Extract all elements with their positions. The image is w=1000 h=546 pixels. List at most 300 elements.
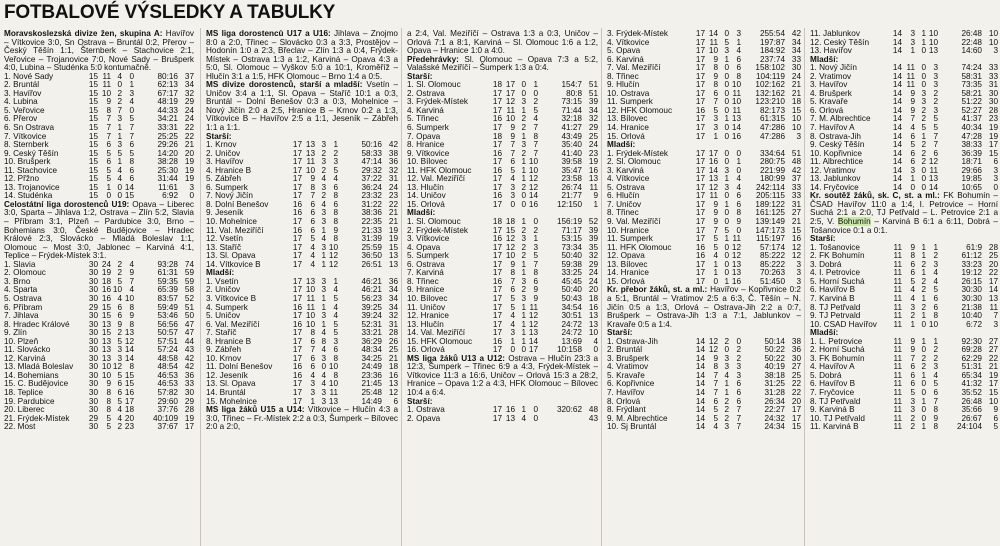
score-cell: 26:48 bbox=[961, 30, 982, 38]
wins-cell: 8 bbox=[510, 269, 515, 278]
match-results-text: Havířov – Kopřivnice 0:2 a 5:1, Bruntál – Vratimov 2:5 a 6:3, Č. Těšín – N. Jičín 0:5 a 1:3, Orlová – Ostrava-Jih 2:2 a 0:7, Brušperk – Ostrava-Jih 1:3 a 7:1, Jablunkov – Kravaře 0:5 a 1:4. bbox=[607, 285, 801, 329]
wins-cell: 11 bbox=[102, 72, 111, 81]
points-cell: 43 bbox=[588, 414, 598, 423]
draws-cell: 3 bbox=[321, 354, 326, 363]
wins-cell: 10 bbox=[101, 363, 111, 372]
score-cell: 24:34 bbox=[764, 423, 785, 432]
wins-cell: 11 bbox=[709, 192, 718, 201]
points-cell: 17 bbox=[988, 380, 998, 389]
points-cell: 24 bbox=[588, 277, 598, 286]
results-paragraph bbox=[206, 406, 398, 432]
wins-cell: 3 bbox=[713, 115, 718, 124]
points-cell: 36 bbox=[184, 371, 194, 380]
draws-cell: 1 bbox=[921, 132, 926, 141]
matches-cell: 11 bbox=[893, 312, 902, 321]
wins-cell: 4 bbox=[713, 423, 718, 432]
score-cell: 24:72 bbox=[561, 320, 582, 329]
losses-cell: 3 bbox=[933, 106, 938, 115]
score-cell: 25:25 bbox=[157, 132, 178, 141]
losses-cell: 6 bbox=[333, 183, 338, 192]
table-row bbox=[810, 269, 998, 278]
team-name: 9. Karviná B bbox=[810, 406, 855, 415]
wins-cell: 3 bbox=[310, 380, 315, 389]
team-name: 1. Nový Jičín bbox=[810, 64, 857, 73]
competition-title: Celostátní liga dorostenců U19: bbox=[4, 199, 130, 209]
score-cell: 33:23 bbox=[961, 260, 982, 269]
wins-cell: 6 bbox=[106, 158, 111, 167]
draws-cell: 4 bbox=[321, 346, 326, 355]
draws-cell: 1 bbox=[521, 158, 526, 167]
points-cell: 51 bbox=[184, 303, 194, 312]
score-cell: 10:65 bbox=[961, 183, 982, 192]
draws-cell: 4 bbox=[117, 72, 122, 81]
results-column bbox=[810, 30, 998, 546]
points-cell: 15 bbox=[791, 226, 801, 235]
draws-cell: 3 bbox=[321, 141, 326, 150]
team-name: 2. Sl. Olomouc bbox=[607, 158, 661, 167]
losses-cell: 1 bbox=[736, 38, 741, 47]
table-heading: Mladší: bbox=[810, 328, 839, 338]
losses-cell: 3 bbox=[933, 260, 938, 269]
table-heading: Starší: bbox=[407, 396, 433, 406]
wins-cell: 11 bbox=[306, 294, 315, 303]
score-cell: 26:67 bbox=[961, 414, 982, 423]
matches-cell: 17 bbox=[695, 235, 705, 244]
draws-cell: 2 bbox=[521, 252, 526, 261]
wins-cell: 1 bbox=[910, 47, 915, 56]
team-name: 11. Slovácko bbox=[4, 346, 51, 355]
losses-cell: 8 bbox=[933, 312, 938, 321]
wins-cell: 10 bbox=[505, 115, 515, 124]
team-name: 13. Jablunkov bbox=[810, 175, 861, 184]
draws-cell: 8 bbox=[321, 337, 326, 346]
score-cell: 74:24 bbox=[961, 64, 982, 73]
draws-cell: 1 bbox=[724, 235, 729, 244]
team-name: 10. Ostrava bbox=[607, 89, 650, 98]
table-row bbox=[407, 133, 598, 142]
points-cell: 30 bbox=[791, 64, 801, 73]
score-cell: 56:56 bbox=[157, 320, 178, 329]
draws-cell: 3 bbox=[321, 218, 326, 227]
points-cell: 23 bbox=[388, 192, 398, 201]
table-row bbox=[607, 423, 801, 432]
matches-cell: 17 bbox=[292, 312, 302, 321]
draws-cell: 0 bbox=[921, 320, 926, 329]
draws-cell: 0 bbox=[921, 380, 926, 389]
matches-cell: 17 bbox=[292, 235, 302, 244]
match-results-text: Jihlava – Znojmo 8:0 a 2:0, Třinec – Slovácko 0:3 a 3:3, Prostějov – Hodonín 1:0 a 2:3, Břeclav – Zlín 1:3 a 0:4, Frýdek-Místek – Ostrava 1:3 a 1:2, Karviná – Opava 4:3 a 5:0, Sl. Olomouc – Vyškov 5:0 a 10:1, Kroměříž – Hlučín 3:1 a 1:5, HFK Olomouc – Brno 1:4 a 0:5. bbox=[206, 30, 398, 81]
losses-cell: 9 bbox=[129, 312, 134, 321]
wins-cell: 15 bbox=[101, 329, 111, 338]
points-cell: 3 bbox=[189, 183, 194, 192]
score-cell: 31:44 bbox=[157, 175, 178, 184]
table-row bbox=[4, 175, 194, 184]
points-cell: 19 bbox=[184, 166, 194, 175]
team-name: 14. Bohemians bbox=[4, 371, 59, 380]
table-row bbox=[810, 90, 998, 99]
points-cell: 31 bbox=[388, 320, 398, 329]
draws-cell: 3 bbox=[321, 209, 326, 218]
losses-cell: 6 bbox=[933, 294, 938, 303]
table-row bbox=[407, 252, 598, 261]
team-name: 11. Albrechtice bbox=[810, 158, 864, 167]
score-cell: 47:28 bbox=[961, 132, 982, 141]
losses-cell: 4 bbox=[736, 47, 741, 56]
points-cell: 19 bbox=[988, 371, 998, 380]
wins-cell: 6 bbox=[310, 226, 315, 235]
competition-title: MS liga dorostenců U17 a U16: bbox=[206, 30, 331, 38]
score-cell: 39:24 bbox=[361, 312, 382, 321]
score-cell: 46:53 bbox=[157, 371, 178, 380]
draws-cell: 3 bbox=[321, 286, 326, 295]
table-row bbox=[407, 227, 598, 236]
draws-cell: 0 bbox=[724, 269, 729, 278]
draws-cell: 1 bbox=[921, 243, 926, 252]
points-cell: 22 bbox=[988, 354, 998, 363]
draws-cell: 4 bbox=[117, 166, 122, 175]
points-cell: 48 bbox=[588, 406, 598, 415]
column-divider bbox=[200, 28, 201, 546]
losses-cell: 7 bbox=[533, 141, 538, 150]
losses-cell: 10 bbox=[928, 38, 938, 47]
points-cell: 24 bbox=[184, 115, 194, 124]
matches-cell: 16 bbox=[492, 115, 502, 124]
matches-cell: 17 bbox=[695, 81, 705, 90]
team-name: 1. Ostrava-Jih bbox=[607, 337, 658, 346]
team-name: 7. Karviná bbox=[407, 269, 444, 278]
losses-cell: 2 bbox=[933, 354, 938, 363]
table-heading: Starší: bbox=[607, 328, 633, 338]
losses-cell: 6 bbox=[736, 55, 741, 64]
team-name: 1. Vsetín bbox=[206, 277, 239, 286]
losses-cell: 6 bbox=[736, 388, 741, 397]
results-paragraph bbox=[206, 81, 398, 132]
points-cell: 43 bbox=[184, 346, 194, 355]
table-row bbox=[4, 286, 194, 295]
team-name: 11. HFK Olomouc bbox=[407, 166, 472, 175]
team-name: 2. Opava bbox=[407, 414, 441, 423]
draws-cell: 2 bbox=[724, 414, 729, 423]
draws-cell: 3 bbox=[117, 141, 122, 150]
score-cell: 334:64 bbox=[759, 149, 785, 158]
table-row bbox=[607, 398, 801, 407]
draws-cell: 4 bbox=[321, 175, 326, 184]
matches-cell: 11 bbox=[893, 294, 902, 303]
wins-cell: 17 bbox=[505, 81, 515, 90]
team-name: 6. Val. Meziříčí bbox=[206, 320, 260, 329]
wins-cell: 11 bbox=[906, 72, 915, 81]
points-cell: 20 bbox=[588, 286, 598, 295]
matches-cell: 14 bbox=[892, 124, 902, 133]
team-name: 8. Hranice bbox=[407, 141, 445, 150]
team-name: 9. Český Těšín bbox=[4, 149, 59, 158]
draws-cell: 1 bbox=[521, 329, 526, 338]
table-row bbox=[4, 98, 194, 107]
wins-cell: 9 bbox=[713, 354, 718, 363]
wins-cell: 5 bbox=[713, 406, 718, 415]
draws-cell: 1 bbox=[921, 38, 926, 47]
match-results-text: Havířov – Vítkovice 3:0, Sn Ostrava – Bruntál 0:2, Přerov – Český Těšín 1:1, Šternberk – Stachovice 2:1, Veřovice – Trojanovice 7:0, Nové Sady – Brušperk 4:0, Lubina – Studénka 5:0 kontumačně. bbox=[4, 30, 194, 73]
losses-cell: 4 bbox=[129, 98, 134, 107]
losses-cell: 12 bbox=[731, 252, 741, 261]
matches-cell: 18 bbox=[492, 218, 502, 227]
draws-cell: 2 bbox=[521, 149, 526, 158]
results-paragraph bbox=[407, 355, 598, 398]
score-cell: 70:263 bbox=[759, 269, 785, 278]
column-divider bbox=[804, 28, 805, 546]
table-row bbox=[810, 39, 998, 48]
wins-cell: 10 bbox=[305, 320, 315, 329]
matches-cell: 16 bbox=[292, 200, 302, 209]
matches-cell: 17 bbox=[292, 294, 302, 303]
points-cell: 31 bbox=[988, 81, 998, 90]
losses-cell: 11 bbox=[929, 166, 938, 175]
team-name: 20. Liberec bbox=[4, 406, 45, 415]
points-cell: 51 bbox=[791, 149, 801, 158]
points-cell: 25 bbox=[588, 132, 598, 141]
losses-cell: 1 bbox=[533, 81, 538, 90]
match-results-text: a 2:4, Val. Meziříčí – Ostrava 1:3 a 0:3, Uničov – Orlová 7:1 a 8:1, Karviná – Sl. Olomouc 1:6 a 1:2, Opava – Hranice 1:0 a 4:0. bbox=[407, 30, 598, 56]
table-row bbox=[407, 167, 598, 176]
team-name: 8. Šternberk bbox=[4, 141, 49, 150]
score-cell: 61:9 bbox=[966, 243, 982, 252]
score-cell: 31:28 bbox=[764, 388, 785, 397]
team-name: 6. Sn Ostrava bbox=[4, 124, 55, 133]
matches-cell: 16 bbox=[492, 192, 502, 201]
losses-cell: 10 bbox=[328, 363, 338, 372]
score-cell: 39:25 bbox=[361, 303, 382, 312]
wins-cell: 0 bbox=[910, 183, 915, 192]
wins-cell: 11 bbox=[306, 303, 315, 312]
draws-cell: 0 bbox=[921, 414, 926, 423]
losses-cell: 12 bbox=[528, 312, 538, 321]
draws-cell: 2 bbox=[921, 115, 926, 124]
score-cell: 53:15 bbox=[561, 235, 582, 244]
points-cell: 13 bbox=[388, 252, 398, 261]
table-row bbox=[407, 192, 598, 201]
matches-cell: 30 bbox=[88, 286, 98, 295]
team-name: 10. TJ Petřvald bbox=[810, 414, 865, 423]
points-cell: 30 bbox=[184, 388, 194, 397]
score-cell: 34:54 bbox=[561, 303, 582, 312]
team-name: 16. Orlová bbox=[407, 346, 445, 355]
losses-cell: 1 bbox=[933, 337, 938, 346]
score-cell: 57:51 bbox=[157, 337, 178, 346]
draws-cell: 1 bbox=[321, 320, 326, 329]
draws-cell: 0 bbox=[724, 106, 729, 115]
wins-cell: 5 bbox=[510, 303, 515, 312]
draws-cell: 9 bbox=[117, 320, 122, 329]
wins-cell: 7 bbox=[713, 388, 718, 397]
matches-cell: 30 bbox=[88, 371, 98, 380]
draws-cell: 3 bbox=[321, 397, 326, 406]
score-cell: 47:286 bbox=[759, 124, 785, 133]
losses-cell: 6 bbox=[933, 388, 938, 397]
draws-cell: 2 bbox=[921, 286, 926, 295]
team-name: 8. Třinec bbox=[607, 72, 639, 81]
points-cell: 39 bbox=[588, 226, 598, 235]
column-divider bbox=[601, 28, 602, 546]
matches-cell: 30 bbox=[88, 260, 98, 269]
matches-cell: 11 bbox=[893, 423, 902, 432]
losses-cell: 6 bbox=[933, 149, 938, 158]
matches-cell: 17 bbox=[492, 414, 502, 423]
losses-cell: 3 bbox=[933, 64, 938, 73]
wins-cell: 0 bbox=[510, 200, 515, 209]
team-name: 15. Orlová bbox=[407, 200, 445, 209]
team-name: 4. Vítkovice bbox=[607, 175, 650, 184]
points-cell: 3 bbox=[796, 269, 801, 278]
table-row bbox=[810, 252, 998, 261]
team-name: 2. Bruntál bbox=[4, 81, 40, 90]
points-cell: 34 bbox=[588, 106, 598, 115]
wins-cell: 6 bbox=[510, 286, 515, 295]
score-cell: 43:49 bbox=[561, 132, 582, 141]
draws-cell: 6 bbox=[117, 312, 122, 321]
points-cell: 13 bbox=[588, 320, 598, 329]
wins-cell: 12 bbox=[505, 98, 515, 107]
points-cell: 19 bbox=[184, 158, 194, 167]
matches-cell: 16 bbox=[492, 166, 502, 175]
matches-cell: 16 bbox=[292, 320, 302, 329]
matches-cell: 30 bbox=[88, 406, 98, 415]
losses-cell: 6 bbox=[333, 346, 338, 355]
table-row bbox=[4, 389, 194, 398]
matches-cell: 14 bbox=[695, 406, 705, 415]
draws-cell: 2 bbox=[117, 423, 122, 432]
matches-cell: 17 bbox=[292, 277, 302, 286]
team-name: 14. Uničov bbox=[407, 192, 446, 201]
losses-cell: 3 bbox=[736, 30, 741, 38]
team-name: 13. Sl. Opava bbox=[206, 380, 256, 389]
wins-cell: 3 bbox=[713, 124, 718, 133]
points-cell: 32 bbox=[388, 312, 398, 321]
wins-cell: 6 bbox=[910, 260, 915, 269]
table-row bbox=[4, 312, 194, 321]
matches-cell: 16 bbox=[292, 371, 302, 380]
matches-cell: 29 bbox=[88, 303, 98, 312]
points-cell: 3 bbox=[796, 132, 801, 141]
table-row bbox=[810, 312, 998, 321]
score-cell: 24:32 bbox=[764, 414, 785, 423]
points-cell: 22 bbox=[388, 200, 398, 209]
draws-cell: 2 bbox=[921, 106, 926, 115]
draws-cell: 1 bbox=[921, 30, 926, 38]
losses-cell: 3 bbox=[933, 81, 938, 90]
wins-cell: 7 bbox=[713, 371, 718, 380]
table-row bbox=[810, 304, 998, 313]
score-cell: 33:31 bbox=[157, 124, 178, 133]
score-cell: 10:158 bbox=[556, 346, 582, 355]
losses-cell: 12 bbox=[528, 320, 538, 329]
matches-cell: 14 bbox=[892, 183, 902, 192]
table-row bbox=[607, 363, 801, 372]
losses-cell: 0 bbox=[129, 106, 134, 115]
score-cell: 11:61 bbox=[158, 183, 178, 192]
matches-cell: 15 bbox=[88, 89, 98, 98]
points-cell: 38 bbox=[791, 337, 801, 346]
table-row bbox=[810, 278, 998, 287]
draws-cell: 3 bbox=[321, 312, 326, 321]
table-row bbox=[810, 124, 998, 133]
wins-cell: 9 bbox=[910, 346, 915, 355]
draws-cell: 3 bbox=[724, 363, 729, 372]
wins-cell: 8 bbox=[713, 64, 718, 73]
table-row bbox=[4, 355, 194, 364]
team-name: 13. Hlučín bbox=[407, 320, 444, 329]
points-cell: 48 bbox=[791, 158, 801, 167]
wins-cell: 16 bbox=[505, 406, 515, 415]
matches-cell: 14 bbox=[695, 346, 705, 355]
draws-cell: 0 bbox=[724, 158, 729, 167]
draws-cell: 0 bbox=[724, 243, 729, 252]
points-cell: 20 bbox=[988, 260, 998, 269]
draws-cell: 1 bbox=[921, 423, 926, 432]
score-cell: 32:18 bbox=[561, 115, 582, 124]
wins-cell: 6 bbox=[910, 132, 915, 141]
losses-cell: 4 bbox=[333, 175, 338, 184]
draws-cell: 2 bbox=[117, 269, 122, 278]
draws-cell: 2 bbox=[117, 89, 122, 98]
team-name: 2. Ostrava bbox=[407, 89, 445, 98]
wins-cell: 10 bbox=[305, 166, 315, 175]
matches-cell: 17 bbox=[695, 226, 705, 235]
losses-cell: 10 bbox=[731, 81, 741, 90]
draws-cell: 1 bbox=[321, 252, 326, 261]
losses-cell: 5 bbox=[333, 320, 338, 329]
team-name: 8. Ostrava-Jih bbox=[810, 132, 861, 141]
team-name: 6. Šumperk bbox=[407, 124, 449, 133]
team-name: 10. ČSAD Havířov bbox=[810, 320, 877, 329]
score-cell: 25:59 bbox=[361, 243, 382, 252]
team-name: 7. Havířov bbox=[607, 388, 645, 397]
wins-cell: 4 bbox=[310, 243, 315, 252]
draws-cell: 3 bbox=[321, 158, 326, 167]
points-cell: 23 bbox=[588, 149, 598, 158]
team-name: 12. Hranice bbox=[407, 312, 449, 321]
team-name: 6. Orlová bbox=[810, 106, 844, 115]
losses-cell: 8 bbox=[129, 158, 134, 167]
team-name: 3. Frýdek-Místek bbox=[407, 98, 468, 107]
matches-cell: 14 bbox=[892, 132, 902, 141]
score-cell: 205:115 bbox=[756, 192, 785, 201]
table-row bbox=[810, 244, 998, 253]
score-cell: 46:53 bbox=[157, 380, 178, 389]
losses-cell: 4 bbox=[129, 286, 134, 295]
table-row bbox=[4, 304, 194, 313]
points-cell: 17 bbox=[184, 423, 194, 432]
points-cell: 32 bbox=[588, 252, 598, 261]
wins-cell: 13 bbox=[305, 141, 315, 150]
matches-cell: 18 bbox=[492, 132, 502, 141]
losses-cell: 2 bbox=[933, 98, 938, 107]
points-cell: 15 bbox=[388, 243, 398, 252]
matches-cell: 14 bbox=[892, 98, 902, 107]
losses-cell: 3 bbox=[933, 363, 938, 372]
wins-cell: 6 bbox=[510, 158, 515, 167]
matches-cell: 14 bbox=[892, 38, 902, 47]
score-cell: 30:51 bbox=[561, 312, 582, 321]
wins-cell: 11 bbox=[102, 81, 111, 90]
losses-cell: 2 bbox=[533, 98, 538, 107]
table-row bbox=[4, 415, 194, 424]
table-row bbox=[206, 312, 398, 321]
points-cell: 25 bbox=[988, 252, 998, 261]
score-cell: 33:25 bbox=[561, 269, 582, 278]
table-row bbox=[810, 355, 998, 364]
matches-cell: 30 bbox=[88, 380, 98, 389]
page-title: FOTBALOVÉ VÝSLEDKY A TABULKY bbox=[4, 2, 336, 23]
